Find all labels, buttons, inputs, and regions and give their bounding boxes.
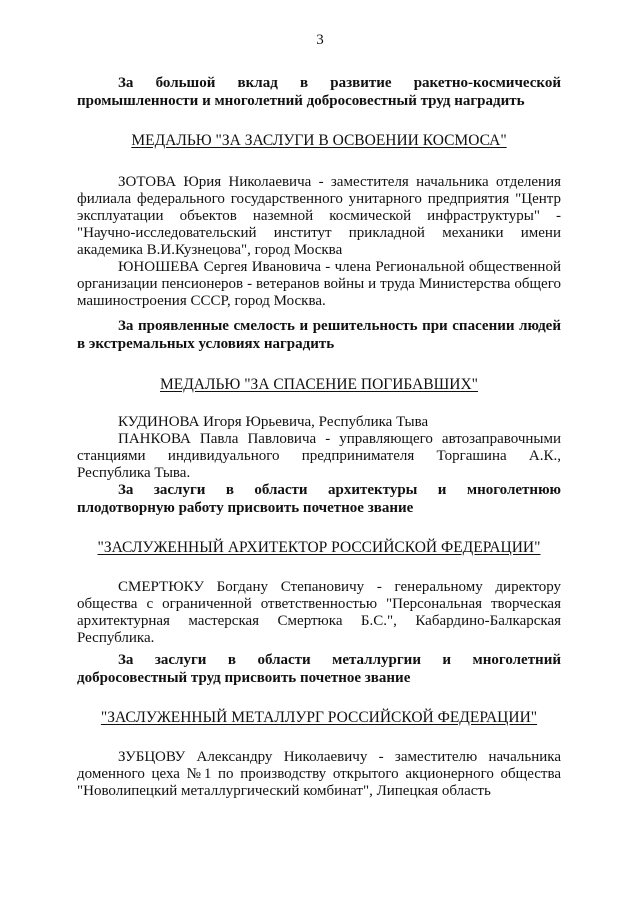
award-entry: КУДИНОВА Игоря Юрьевича, Республика Тыва: [118, 414, 429, 430]
award-title: МЕДАЛЬЮ "ЗА ЗАСЛУГИ В ОСВОЕНИИ КОСМОСА": [131, 132, 507, 149]
award-section-rescue: [77, 317, 561, 482]
award-title: МЕДАЛЬЮ "ЗА СПАСЕНИЕ ПОГИБАВШИХ": [159, 376, 478, 393]
section-intro: За проявленные смелость и решительность при спасении людей в экстремальных условиях наградить: [77, 318, 561, 352]
award-entry: ПАНКОВА Павла Павловича - управляющего автозаправочными станциями индивидуального предпринимателя Торгашина А.К., Республика Тыва.: [77, 431, 561, 481]
award-entry: ЮНОШЕВА Сергея Ивановича - члена Региональной общественной организации пенсионеров - ветеранов войны и труда Министерства общего машиностроения СССР, город Москва.: [77, 259, 561, 309]
award-entry: ЗУБЦОВУ Александру Николаевичу - заместителю начальника доменного цеха №1 по производству открытого акционерного общества "Новолипецкий металлургический комбинат", Липецкая область: [77, 749, 561, 799]
award-section-architect: [77, 481, 561, 647]
award-section-space: [77, 74, 561, 310]
award-title: "ЗАСЛУЖЕННЫЙ АРХИТЕКТОР РОССИЙСКОЙ ФЕДЕРАЦИИ": [97, 539, 541, 556]
section-intro: За заслуги в области архитектуры и многолетнюю плодотворную работу присвоить почетное звание: [77, 482, 561, 516]
award-section-metallurgist: [77, 651, 561, 800]
section-intro: За большой вклад в развитие ракетно-космической промышленности и многолетний добросовестный труд наградить: [77, 75, 561, 109]
page-number: 3: [316, 32, 324, 48]
award-entry: ЗОТОВА Юрия Николаевича - заместителя начальника отделения филиала федерального государственного унитарного предприятия "Центр эксплуатации объектов наземной космической инфраструктуры" - "Научно-исследовательский институт прикладной механики имени академика В.И.Кузнецова", город Москва: [77, 174, 561, 258]
award-title: "ЗАСЛУЖЕННЫЙ МЕТАЛЛУРГ РОССИЙСКОЙ ФЕДЕРАЦИИ": [100, 709, 538, 726]
award-entry: СМЕРТЮКУ Богдану Степановичу - генеральному директору общества с ограниченной ответственностью "Персональная творческая архитектурная мастерская Смертюка Б.С.", Кабардино-Балкарская Республика.: [77, 579, 561, 646]
section-intro: За заслуги в области металлургии и многолетний добросовестный труд присвоить почетное звание: [77, 652, 561, 686]
